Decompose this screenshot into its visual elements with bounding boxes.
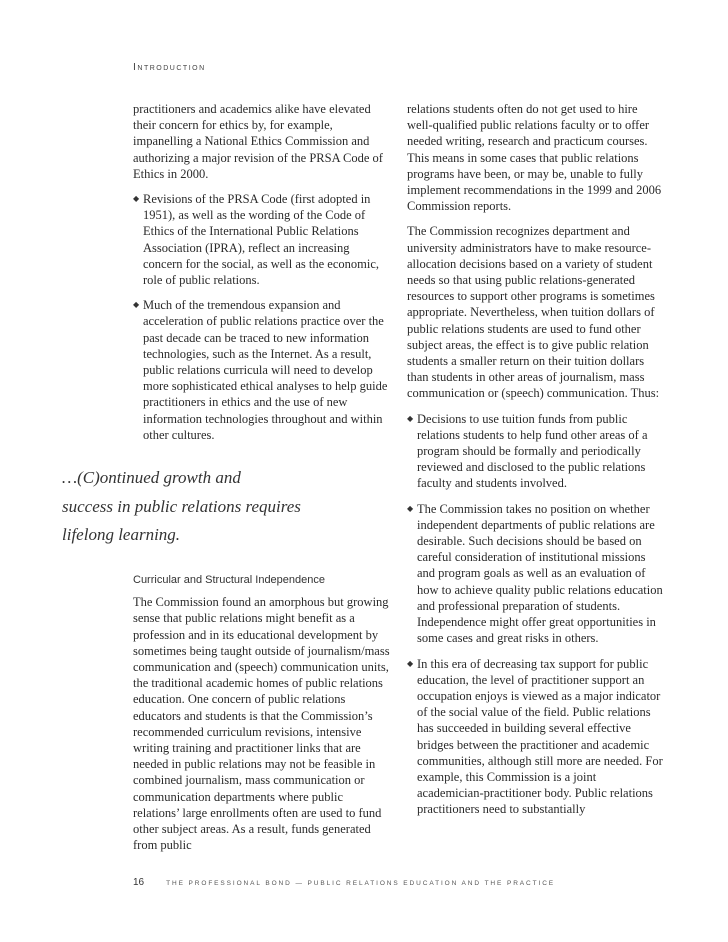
right-paragraph-2: The Commission recognizes department and university administrators have to make resource-allocation decisions based on a variety of student needs so that using public relations-generated resources to support other programs is sometimes appropriate. Nevertheless, when tuition dollars of public relations students are used to fund other subject areas, the effect is to give public relation students a smaller return on their tuition dollars than students in other areas of journalism, mass communication or (speech) communication. Thus:	[407, 224, 660, 401]
pull-quote-line: success in public relations requires	[62, 496, 301, 516]
list-item	[133, 297, 391, 443]
section-subhead: Curricular and Structural Independence	[133, 574, 326, 586]
diamond-bullet-icon: ◆	[133, 300, 140, 310]
page-footer	[133, 877, 555, 888]
page-number: 16	[133, 877, 145, 888]
bullet-text: In this era of decreasing tax support for public education, the level of practitioner support an occupation enjoys is viewed as a major indicator of the social value of the field. Public relations has succeeded in building several effective bridges between the practitioner and academic communities, although still more are needed. For example, this Commission is a joint academician-practitioner body. Public relations practitioners need to substantially	[417, 656, 663, 817]
subhead-paragraph: The Commission found an amorphous but growing sense that public relations might benefit as a profession and in its educational development by sometimes being taught outside of journalism/mass communication and (speech) communication units, the traditional academic homes of public relations education. One concern of public relations educators and students is that the Commission’s recommended curriculum revisions, intensive writing training and practitioner links that are needed in public relations may not be feasible in combined journalism, mass communication or communication departments where public relations’ large enrollments often are used to fund other subject areas. As a result, funds generated from public	[133, 595, 390, 853]
diamond-bullet-icon: ◆	[407, 413, 414, 423]
left-column	[133, 101, 391, 452]
list-item	[407, 656, 665, 818]
diamond-bullet-icon: ◆	[407, 503, 414, 513]
diamond-bullet-icon: ◆	[133, 194, 140, 204]
list-item	[133, 191, 391, 288]
list-item	[407, 411, 665, 492]
bullet-text: Much of the tremendous expansion and acceleration of public relations practice over the past decade can be traced to new information technologies, such as the Internet. As a result, public relations curricula will need to develop more sophisticated ethical analyses to help guide practitioners in ethics and the use of new information technologies throughout and within other cultures.	[143, 298, 388, 442]
left-column-lower	[133, 572, 391, 853]
list-item	[407, 501, 665, 647]
pull-quote-line: lifelong learning.	[62, 525, 181, 544]
diamond-bullet-icon: ◆	[407, 658, 414, 668]
pull-quote	[62, 464, 362, 550]
publication-title: THE PROFESSIONAL BOND — PUBLIC RELATIONS EDUCATION AND THE PRACTICE	[166, 880, 556, 887]
section-header: Introduction	[133, 61, 206, 73]
pull-quote-line: …(C)ontinued growth and	[62, 468, 241, 487]
bullet-text: Decisions to use tuition funds from public relations students to help fund other areas of a program should be formally and periodically reviewed and disclosed to the public relations faculty and students involved.	[417, 411, 648, 491]
intro-paragraph: practitioners and academics alike have elevated their concern for ethics by, for example, impanelling a National Ethics Commission and authorizing a major revision of the PRSA Code of Ethics in 2000.	[133, 102, 383, 181]
right-column	[407, 101, 665, 827]
bullet-text: Revisions of the PRSA Code (first adopted in 1951), as well as the wording of the Code of Ethics of the International Public Relations Association (IPRA), reflect an increasing concern for the social, as well as the economic, role of public relations.	[143, 192, 380, 288]
bullet-text: The Commission takes no position on whether independent departments of public relations are desirable. Such decisions should be based on careful consideration of institutional missions and program goals as well as an evaluation of how to achieve quality public relations education and professional preparation of students. Independence might offer great opportunities in some cases and great risks in others.	[417, 501, 663, 646]
right-paragraph-1: relations students often do not get used to hire well-qualified public relations faculty or to offer needed writing, research and practicum courses. This means in some cases that public relations programs have been, or may be, unable to fully implement recommendations in the 1999 and 2006 Commission reports.	[407, 102, 662, 214]
